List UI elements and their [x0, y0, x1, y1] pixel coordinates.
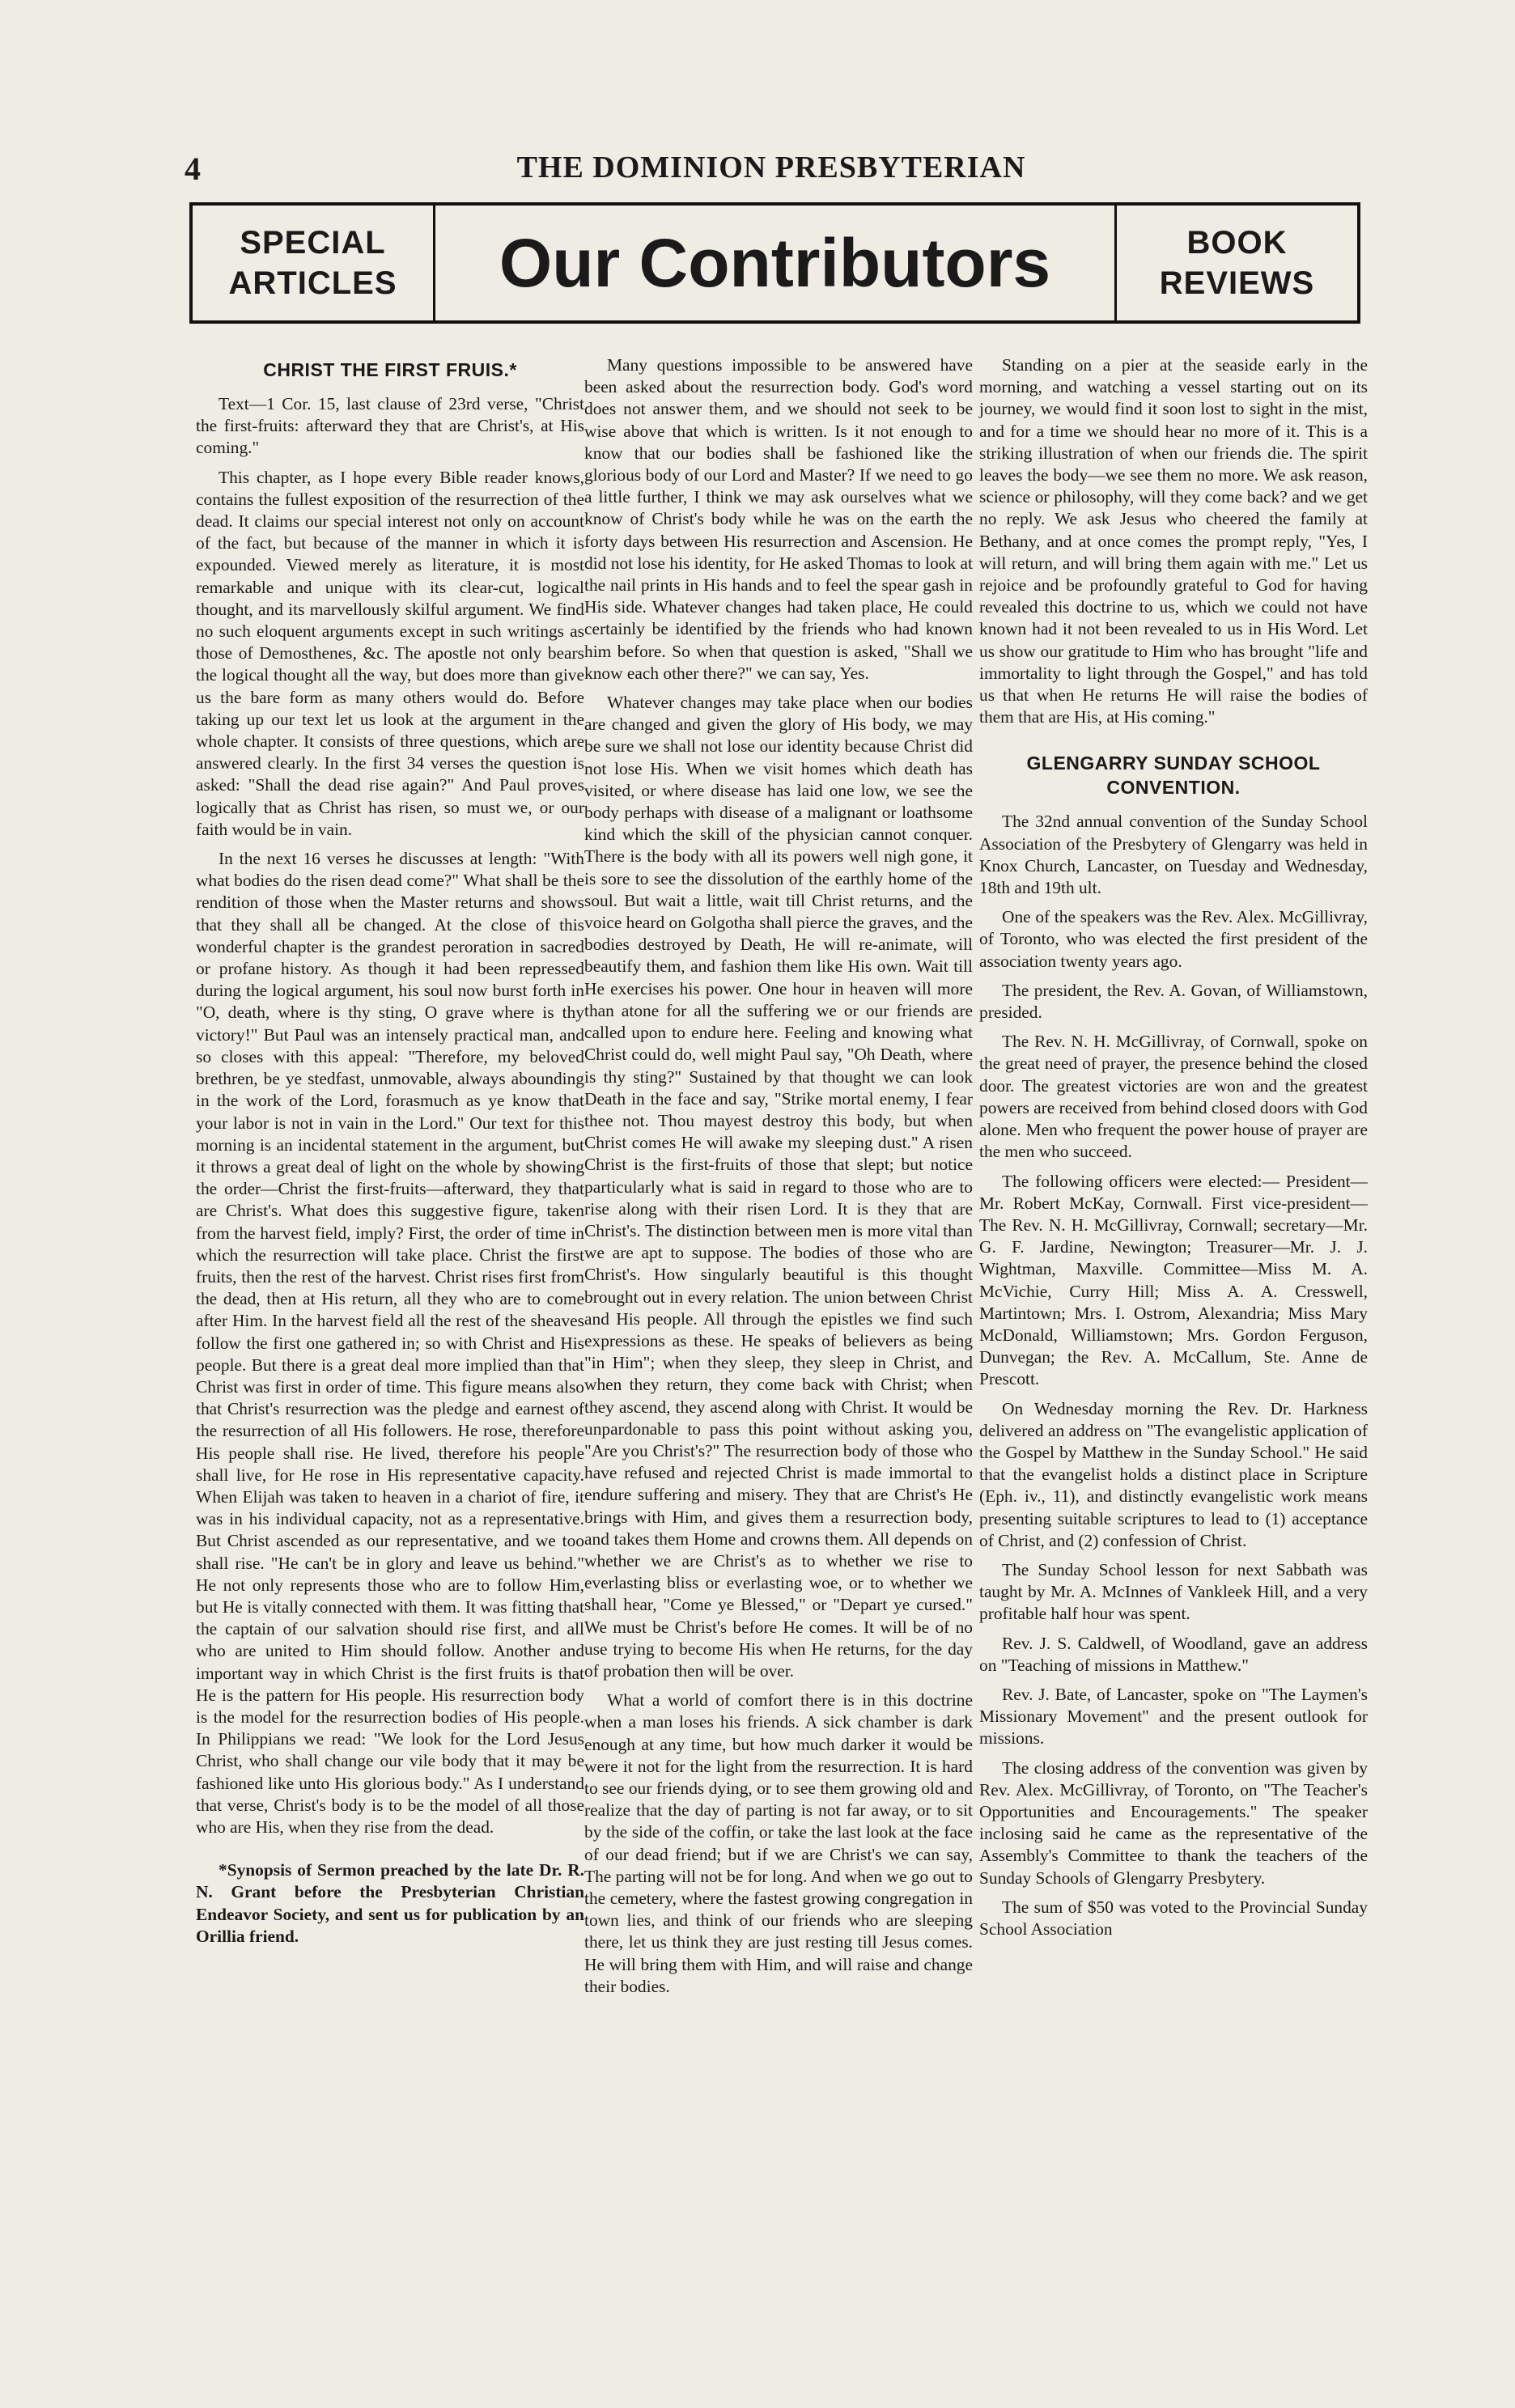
footnote-text: *Synopsis of Sermon preached by the late Dr. R. N. Grant before the Presbyterian Christian Endeavor Society, and sent us for publication by an Orillia friend. [196, 1860, 584, 1946]
convention-paragraph: Rev. J. S. Caldwell, of Woodland, gave an address on "Teaching of missions in Matthew." [979, 1633, 1368, 1675]
convention-title [979, 751, 1368, 799]
article-title: CHRIST THE FIRST FRUIS.* [263, 359, 517, 380]
article-paragraph: What a world of comfort there is in this doctrine when a man loses his friends. A sick chamber is dark enough at any time, but how much darker it would be were it not for the light from the resurrection. It is hard to see our friends dying, or to see them growing old and realize that the day of parting is not far away, or to sit by the side of the coffin, or take the last look at the face of our dead friend; but if we are Christ's we can say, The parting will not be for long. And when we go out to the cemetery, where the fastest growing congregation in town lies, and think of our friends who are sleeping there, let us think they are just resting till Jesus comes. He will bring them with Him, and will raise and change their bodies. [584, 1690, 973, 1996]
convention-paragraph: One of the speakers was the Rev. Alex. McGillivray, of Toronto, who was elected the first president of the association twenty years ago. [979, 907, 1368, 971]
convention-paragraph: The sum of $50 was voted to the Provincial Sunday School Association [979, 1897, 1368, 1939]
paper-title: THE DOMINION PRESBYTERIAN [516, 150, 1026, 184]
footnote [196, 1859, 584, 1948]
convention-paragraph: The closing address of the convention was given by Rev. Alex. McGillivray, of Toronto, on "The Teacher's Opportunities and Encouragements." The speaker inclosing said he came as the representative of the Assembly's Committee to thank the teachers of the Sunday Schools of Glengarry Presbytery. [979, 1757, 1368, 1888]
banner-right-line1: BOOK [1186, 225, 1288, 261]
convention-title-line1: GLENGARRY SUNDAY SCHOOL [1026, 752, 1321, 774]
article-paragraph: Many questions impossible to be answered have been asked about the resurrection body. God's word does not answer them, and we should not seek to be wise above that which is written. Is it not enough to know that our bodies shall be fashioned like the glorious body of our Lord and Master? If we need to go a little further, I think we may ask ourselves what we know of Christ's body while he was on the earth the forty days between His resurrection and Ascension. He did not lose his identity, for He asked Thomas to look at the nail prints in His hands and to feel the spear gash in His side. Whatever changes had taken place, He could certainly be identified by the friends who had known him before. So when that question is asked, "Shall we know each other there?" we can say, Yes. [584, 355, 973, 683]
convention-paragraph: The Rev. N. H. McGillivray, of Cornwall, spoke on the great need of prayer, the presence behind the closed door. The greatest victories are won and the greatest powers are received from behind closed doors with God alone. Men who frequent the power house of prayer are the men who succeed. [979, 1032, 1368, 1162]
article-paragraph: This chapter, as I hope every Bible reader knows, contains the fullest exposition of the resurrection of the dead. It claims our special interest not only on account of the fact, but because of the manner in which it is expounded. Viewed merely as literature, it is most remarkable and unique with its clear-cut, logical thought, and its marvellously skilful argument. We find no such eloquent arguments except in such writings as those of Demosthenes, &c. The apostle not only bears the logical thought all the way, but does more than give us the bare form as many others would do. Before taking up our text let us look at the argument in the whole chapter. It consists of three questions, which are answered clearly. In the first 34 verses the question is asked: "Shall the dead rise again?" And Paul proves logically that as Christ has risen, so must we, or our faith would be in vain. [196, 467, 584, 839]
convention-paragraph: Rev. J. Bate, of Lancaster, spoke on "The Laymen's Missionary Movement" and the present outlook for missions. [979, 1684, 1368, 1749]
convention-paragraph: On Wednesday morning the Rev. Dr. Harkness delivered an address on "The evangelistic application of the Gospel by Matthew in the Sunday School." He said that the evangelist holds a distinct place in Scripture (Eph. iv., 11), and distinctly evangelistic work means presenting suitable scriptures to lead to (1) acceptance of Christ, and (2) confession of Christ. [979, 1398, 1368, 1550]
convention-paragraph: The president, the Rev. A. Govan, of Williamstown, presided. [979, 980, 1368, 1023]
section-title: Our Contributors [499, 224, 1051, 301]
convention-paragraph: The 32nd annual convention of the Sunday School Association of the Presbytery of Glengarry was held in Knox Church, Lancaster, on Tuesday and Wednesday, 18th and 19th ult. [979, 812, 1368, 898]
column-2 [584, 354, 973, 2005]
banner-left-line2: ARTICLES [228, 265, 397, 301]
article-paragraph: Standing on a pier at the seaside early in the morning, and watching a vessel starting out on its journey, we would find it soon lost to sight in the mist, and for a time we should hear no more of it. This is a striking illustration of when our friends die. The spirit leaves the body—we see them no more. We ask reason, science or philosophy, will they come back? and we get no reply. We ask Jesus who cheered the family at Bethany, and at once comes the prompt reply, "Yes, I will return, and will bring them again with me." Let us rejoice and be profoundly grateful to God for having revealed this doctrine to us, which we could not have known had it not been revealed to us in His Word. Let us show our gratitude to Him who has brought "life and immortality to light through the Gospel," and has told us that when He returns He will raise the bodies of them that are His, at His coming." [979, 355, 1368, 727]
article-paragraph: Whatever changes may take place when our bodies are changed and given the glory of His body, we may be sure we shall not lose our identity because Christ did not lose His. When we visit homes which death has visited, or where disease has laid one low, we see the body perhaps with disease of a malignant or loathsome kind which the skill of the physician cannot conquer. There is the body with all its powers well nigh gone, it is sore to see the dissolution of the earthly home of the soul. But wait a little, wait till Christ returns, and the voice heard on Golgotha shall pierce the graves, and the bodies destroyed by Death, He will re-animate, will beautify them, and fashion them like His own. Wait till He exercises his power. One hour in heaven will more than atone for all the suffering we or our friends are called upon to endure here. Feeling and knowing what Christ could do, well might Paul say, "Oh Death, where is thy sting?" Sustained by that thought we can look Death in the face and say, "Strike mortal enemy, I fear thee not. Thou mayest destroy this body, but when Christ comes He will awake my sleeping dust." A risen Christ is the first-fruits of those that slept; but notice particularly what is said in regard to those who are to rise along with their risen Lord. It is they that are Christ's. The distinction between men is more vital than we are apt to suppose. The bodies of those who are Christ's. How singularly beautiful is this thought brought out in every relation. The union between Christ and His people. All through the epistles we find such expressions as these. He speaks of believers as being "in Him"; when they sleep, they sleep in Christ, and when they return, they come back with Christ; when they ascend, they ascend along with Christ. It would be unpardonable to pass this point without asking you, "Are you Christ's?" The resurrection body of those who have refused and rejected Christ is made immortal to endure suffering and misery. They that are Christ's He brings with Him, and gives them a resurrection body, and takes them Home and crowns them. All depends on whether we are Christ's as to whether we rise to everlasting bliss or everlasting woe, or to whether we shall hear, "Come ye Blessed," or "Depart ye cursed." We must be Christ's before He comes. It will be of no use trying to become His when He returns, for the day of probation then will be over. [584, 693, 973, 1681]
column-1 [196, 354, 584, 1955]
convention-paragraph: The following officers were elected:— President—Mr. Robert McKay, Cornwall. First vice-president—The Rev. N. H. McGillivray, Cornwall; secretary—Mr. G. F. Jardine, Newington; Treasurer—Mr. J. J. Wightman, Maxville. Committee—Miss M. A. McVichie, Curry Hill; Miss A. A. Cresswell, Martintown; Mrs. I. Ostrom, Alexandria; Miss Mary McDonald, Williamstown; Mrs. Gordon Ferguson, Dunvegan; the Rev. A. McCallum, Ste. Anne de Prescott. [979, 1171, 1368, 1389]
column-3 [979, 354, 1368, 1948]
section-banner [189, 202, 1360, 324]
article-paragraph: In the next 16 verses he discusses at length: "With what bodies do the risen dead come?" What shall be the rendition of those when the Master returns and shows that they shall all be changed. At the close of this wonderful chapter is the grandest peroration in sacred or profane history. As though it had been repressed during the logical argument, his soul now burst forth in "O, death, where is thy sting, O grave where is thy victory!" But Paul was an intensely practical man, and so closes with this appeal: "Therefore, my beloved brethren, be ye stedfast, unmovable, always abounding in the work of the Lord, forasmuch as ye know that your labor is not in vain in the Lord." Our text for this morning is an incidental statement in the argument, but it throws a great deal of light on the whole by showing the order—Christ the first-fruits—afterward, they that are Christ's. What does this suggestive figure, taken from the harvest field, imply? First, the order of time in which the resurrection will take place. Christ the first fruits, then the rest of the harvest. Christ rises first from the dead, then at His return, all they who are to come after Him. In the harvest field all the rest of the sheaves follow the first one gathered in; so with Christ and His people. But there is a great deal more implied than that Christ was first in order of time. This figure means also that Christ's resurrection was the pledge and earnest of the resurrection of all His followers. He rose, therefore His people shall rise. He lived, therefore his people shall live, for He rose in His representative capacity. When Elijah was taken to heaven in a chariot of fire, it was in his individual capacity, not as a representative. But Christ ascended as our representative, and we too shall rise. "He can't be in glory and leave us behind." He not only represents those who are to follow Him, but He is vitally connected with them. It was fitting that the captain of our salvation should rise first, and all who are united to Him should follow. Another and important way in which Christ is the first fruits is that He is the pattern for His people. His resurrection body is the model for the resurrection bodies of His people. In Philippians we read: "We look for the Lord Jesus Christ, who shall change our vile body that it may be fashioned like unto His glorious body." As I understand that verse, Christ's body is to be the model of all those who are His, when they rise from the dead. [196, 849, 584, 1837]
banner-right-line2: REVIEWS [1159, 265, 1315, 301]
page-header [185, 150, 1358, 190]
convention-paragraph: The Sunday School lesson for next Sabbath was taught by Mr. A. McInnes of Vankleek Hill, and a very profitable half hour was spent. [979, 1559, 1368, 1624]
special-articles-label [193, 206, 435, 320]
banner-left-line1: SPECIAL [240, 225, 386, 261]
page-number: 4 [185, 150, 201, 187]
convention-title-line2: CONVENTION. [1106, 777, 1241, 799]
book-reviews-label [1114, 206, 1357, 320]
article-paragraph: Text—1 Cor. 15, last clause of 23rd verse, "Christ the first-fruits: afterward they that are Christ's, at His coming." [196, 394, 584, 458]
